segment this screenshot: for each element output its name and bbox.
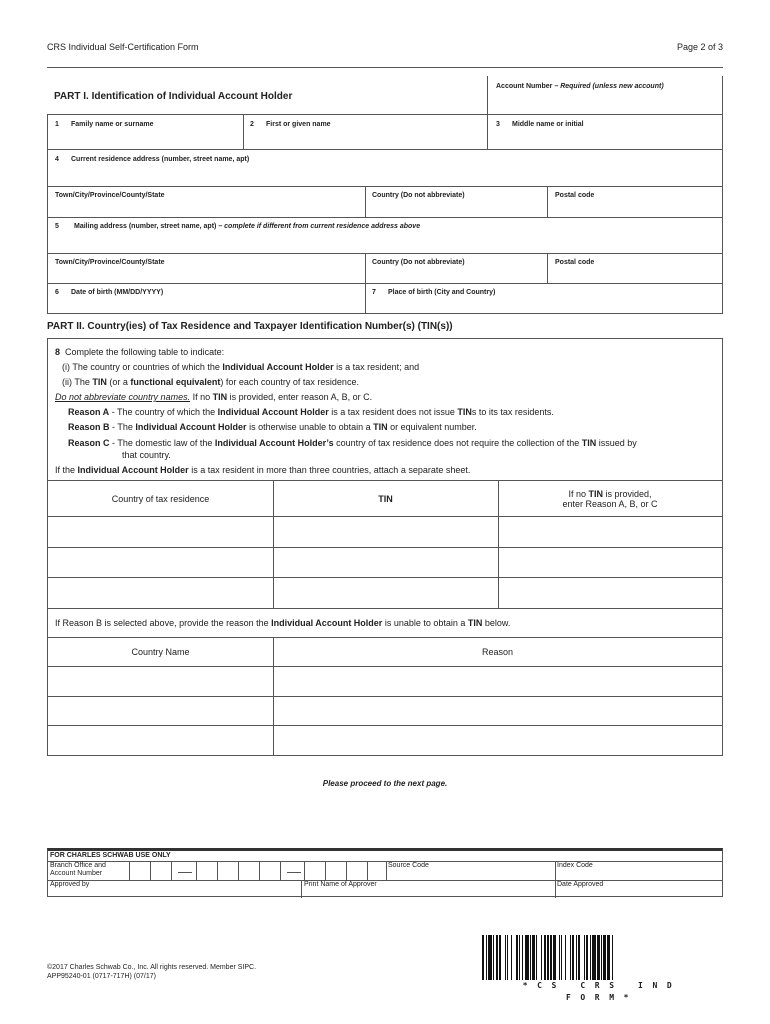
item-ii-tin: TIN xyxy=(92,377,107,387)
source-code-field[interactable] xyxy=(387,861,554,880)
reason-c-label: Reason C xyxy=(68,438,110,448)
reason-b-note xyxy=(55,618,510,628)
barcode-bar xyxy=(561,935,562,981)
reason-b-mid: is otherwise unable to obtain a xyxy=(246,422,374,432)
place-of-birth-label: Place of birth (City and Country) xyxy=(388,289,496,296)
office-use-box xyxy=(47,848,723,897)
date-of-birth-field[interactable] xyxy=(48,284,366,313)
mailing-address-field[interactable] xyxy=(47,217,723,254)
tax-country-cell-3[interactable] xyxy=(48,578,273,608)
abbr-underlined: Do not abbreviate country names. xyxy=(55,392,191,402)
postal-code-field[interactable] xyxy=(548,186,722,217)
rb-note-tin: TIN xyxy=(467,618,483,628)
town2-label: Town/City/Province/County/State xyxy=(55,259,165,266)
reason-b-label: Reason B xyxy=(68,422,110,432)
barcode-bar xyxy=(525,935,529,981)
barcode-bar xyxy=(565,935,566,981)
barcode-bar xyxy=(578,935,580,981)
country-name-cell-1[interactable] xyxy=(48,667,273,696)
name-row xyxy=(47,114,723,150)
account-number-field[interactable] xyxy=(487,76,723,114)
rb-note-text: If Reason B is selected above, provide the reason the xyxy=(55,618,272,628)
barcode-bar xyxy=(488,935,492,981)
branch-account-boxes[interactable] xyxy=(129,861,383,880)
barcode-bar xyxy=(541,935,542,981)
middle-name-field[interactable] xyxy=(488,115,722,149)
barcode-bar xyxy=(603,935,605,981)
index-code-label: Index Code xyxy=(557,862,593,869)
office-use-title: FOR CHARLES SCHWAB USE ONLY xyxy=(50,852,171,859)
reason-a-mid: is a tax resident does not issue xyxy=(328,407,458,417)
reason-a-end: s to its tax residents. xyxy=(471,407,554,417)
item-i-text: (i) The country or countries of which the xyxy=(62,362,223,372)
reason-text-cell-3[interactable] xyxy=(274,726,722,755)
barcode-bar xyxy=(584,935,585,981)
barcode-bar xyxy=(553,935,557,981)
branch-label xyxy=(50,862,106,878)
reason-code-cell-1[interactable] xyxy=(499,517,722,547)
proceed-note: Please proceed to the next page. xyxy=(322,779,448,788)
intro-text: Complete the following table to indicate: xyxy=(65,347,225,357)
reason-b-end: or equivalent number. xyxy=(387,422,477,432)
reason-c-mid: country of tax residence does not require the collection of the xyxy=(333,438,582,448)
item8-num: 8 xyxy=(55,347,61,357)
date-of-birth-label: Date of birth (MM/DD/YYYY) xyxy=(71,289,164,296)
mailing-locality-row xyxy=(47,253,723,284)
barcode-bar xyxy=(482,935,484,981)
postal-code-label: Postal code xyxy=(555,192,595,199)
country-name-cell-2[interactable] xyxy=(48,697,273,725)
col-reason-line2: enter Reason A, B, or C xyxy=(562,498,658,509)
barcode-bar xyxy=(544,935,545,981)
family-name-label: Family name or surname xyxy=(71,121,154,128)
reason-b-tin: TIN xyxy=(373,422,388,432)
reason-text-cell-1[interactable] xyxy=(274,667,722,696)
f4-num: 4 xyxy=(55,156,59,163)
multi-text: If the xyxy=(55,465,78,475)
f7-num: 7 xyxy=(372,289,376,296)
form-code: APP95240-01 (0717-717H) (07/17) xyxy=(47,973,156,980)
residence-address-label: Current residence address (number, street name, apt) xyxy=(71,156,250,163)
col-reason-tin: TIN xyxy=(588,488,603,499)
barcode-bar xyxy=(522,935,523,981)
footer-text xyxy=(47,963,256,981)
country-field[interactable] xyxy=(366,186,548,217)
f5-num: 5 xyxy=(55,223,59,230)
branch-label-2: Account Number xyxy=(50,870,103,877)
reason-a-tin: TIN xyxy=(457,407,472,417)
reason-c-tin: TIN xyxy=(581,438,597,448)
f2-num: 2 xyxy=(250,121,254,128)
account-number-label: Account Number xyxy=(496,83,553,90)
town2-field[interactable] xyxy=(48,253,366,283)
date-approved-field[interactable] xyxy=(556,881,722,897)
col-reason-text: If no xyxy=(568,488,589,499)
barcode-bar xyxy=(590,935,591,981)
first-name-label: First or given name xyxy=(266,121,331,128)
tin-cell-2[interactable] xyxy=(274,548,498,577)
barcode-bar xyxy=(550,935,551,981)
barcode-bar xyxy=(507,935,508,981)
barcode-bar xyxy=(519,935,520,981)
birth-row xyxy=(47,284,723,314)
barcode-bar xyxy=(516,935,518,981)
item-ii-text: (ii) The xyxy=(62,377,93,387)
mailing-address-note: – complete if different from current residence address above xyxy=(216,223,421,230)
col-country-header: Country of tax residence xyxy=(111,493,210,504)
middle-name-label: Middle name or initial xyxy=(512,121,584,128)
date-approved-label: Date Approved xyxy=(557,881,604,888)
part1-title: PART I. Identification of Individual Account Holder xyxy=(54,91,293,102)
barcode-bar xyxy=(499,935,501,981)
f3-num: 3 xyxy=(496,121,500,128)
barcode-bar xyxy=(570,935,571,981)
barcode xyxy=(482,935,722,985)
barcode-bar xyxy=(612,935,613,981)
barcode-bar xyxy=(532,935,534,981)
barcode-bar xyxy=(530,935,531,981)
abbr-end: is provided, enter reason A, B, or C. xyxy=(227,392,373,402)
barcode-bar xyxy=(493,935,494,981)
f6-num: 6 xyxy=(55,289,59,296)
rb-note-mid: is unable to obtain a xyxy=(382,618,468,628)
table-rule xyxy=(48,608,722,609)
place-of-birth-field[interactable] xyxy=(366,284,722,313)
tin-cell-3[interactable] xyxy=(274,578,498,608)
mailing-address-label: Mailing address (number, street name, apt) xyxy=(74,223,217,230)
barcode-bar xyxy=(496,935,497,981)
reason-c-text: - The domestic law of the xyxy=(109,438,215,448)
family-name-field[interactable] xyxy=(48,115,244,149)
barcode-bar xyxy=(592,935,596,981)
part2-title: PART II. Country(ies) of Tax Residence and Taxpayer Identification Number(s) (TIN(s)) xyxy=(47,321,453,332)
postal-code2-field[interactable] xyxy=(548,253,722,283)
barcode-bar xyxy=(576,935,577,981)
reason-b-text: - The xyxy=(109,422,136,432)
index-code-field[interactable] xyxy=(556,861,722,880)
branch-label-1: Branch Office and xyxy=(50,862,106,869)
residence-address-field[interactable] xyxy=(47,149,723,187)
item-ii-end: ) for each country of tax residence. xyxy=(220,377,359,387)
barcode-text: *CS CRS IND FORM* xyxy=(482,980,722,992)
barcode-bar xyxy=(536,935,537,981)
tin-cell-1[interactable] xyxy=(274,517,498,547)
first-name-field[interactable] xyxy=(244,115,488,149)
source-code-label: Source Code xyxy=(388,862,429,869)
f1-num: 1 xyxy=(55,121,59,128)
reason-b-bold: Individual Account Holder xyxy=(135,422,247,432)
barcode-bar xyxy=(559,935,560,981)
approved-by-field[interactable] xyxy=(48,881,301,897)
barcode-bar xyxy=(586,935,587,981)
reason-code-cell-2[interactable] xyxy=(499,548,722,577)
print-name-field[interactable] xyxy=(302,881,555,897)
reason-text-cell-2[interactable] xyxy=(274,697,722,725)
reason-c-end: issued by xyxy=(596,438,637,448)
barcode-bar xyxy=(597,935,599,981)
part2-box xyxy=(47,338,723,756)
multi-end: is a tax resident in more than three countries, attach a separate sheet. xyxy=(188,465,471,475)
abbr-tin: TIN xyxy=(212,392,228,402)
tax-country-cell-2[interactable] xyxy=(48,548,273,577)
multi-bold: Individual Account Holder xyxy=(77,465,189,475)
barcode-bar xyxy=(547,935,549,981)
page-number: Page 2 of 3 xyxy=(676,42,723,52)
reason-c-continued: that country. xyxy=(122,450,171,460)
print-name-label: Print Name of Approver xyxy=(304,881,377,888)
col-country-name-header: Country Name xyxy=(131,647,190,657)
col-reason-header xyxy=(498,481,722,516)
barcode-bar xyxy=(601,935,602,981)
item-i-end: is a tax resident; and xyxy=(333,362,420,372)
country-name-cell-3[interactable] xyxy=(48,726,273,755)
barcode-bar xyxy=(607,935,611,981)
rb-note-bold: Individual Account Holder xyxy=(271,618,383,628)
barcode-bar xyxy=(511,935,512,981)
item-ii-bold: functional equivalent xyxy=(130,377,221,387)
col-reason-text-header: Reason xyxy=(481,647,514,657)
reason-a-bold: Individual Account Holder xyxy=(217,407,329,417)
country2-field[interactable] xyxy=(366,253,548,283)
col-reason-mid: is provided, xyxy=(602,488,652,499)
form-title: CRS Individual Self-Certification Form xyxy=(47,42,199,52)
barcode-bar xyxy=(486,935,487,981)
header-rule xyxy=(47,67,723,68)
country-label: Country (Do not abbreviate) xyxy=(372,192,465,199)
tax-country-cell-1[interactable] xyxy=(48,517,273,547)
abbr-text: If no xyxy=(190,392,213,402)
residence-locality-row xyxy=(47,186,723,218)
rb-note-end: below. xyxy=(482,618,511,628)
barcode-bar xyxy=(572,935,574,981)
col-tin-header: TIN xyxy=(378,493,393,504)
item-ii-mid: (or a xyxy=(106,377,131,387)
postal-code2-label: Postal code xyxy=(555,259,595,266)
reason-a-label: Reason A xyxy=(68,407,110,417)
item-i-bold: Individual Account Holder xyxy=(222,362,334,372)
part1-section xyxy=(47,76,723,284)
copyright: ©2017 Charles Schwab Co., Inc. All rights reserved. Member SIPC. xyxy=(47,964,257,971)
reason-code-cell-3[interactable] xyxy=(499,578,722,608)
approved-by-label: Approved by xyxy=(50,881,90,888)
reason-a-text: - The country of which the xyxy=(109,407,218,417)
country2-label: Country (Do not abbreviate) xyxy=(372,259,465,266)
town-label: Town/City/Province/County/State xyxy=(55,192,165,199)
town-field[interactable] xyxy=(48,186,366,217)
instructions xyxy=(55,345,715,478)
reason-c-bold: Individual Account Holder’s xyxy=(214,438,334,448)
account-number-note: – Required (unless new account) xyxy=(552,83,664,90)
barcode-bar xyxy=(505,935,506,981)
